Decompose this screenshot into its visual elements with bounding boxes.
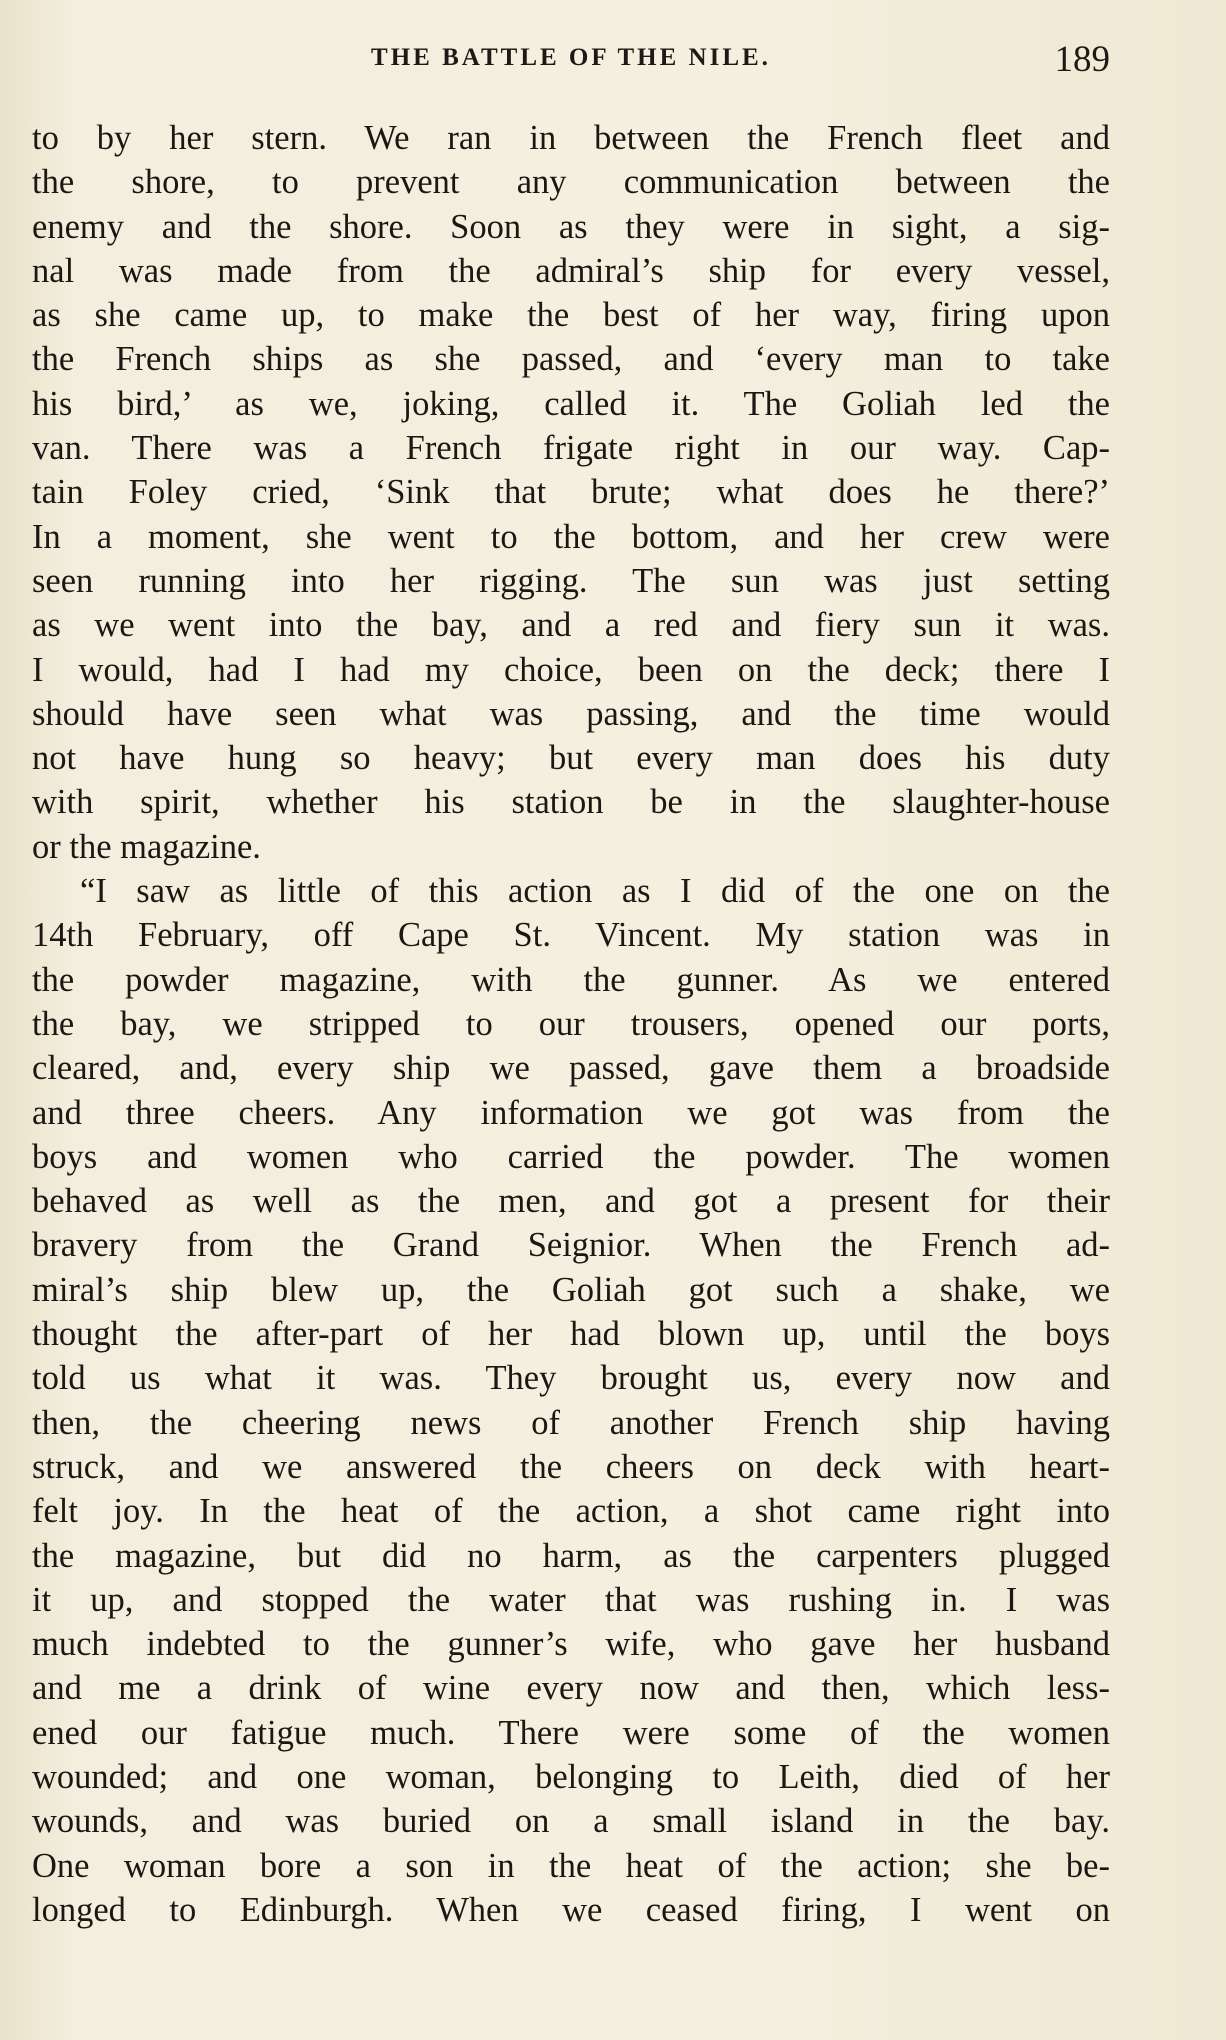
text-line: seen running into her rigging. The sun was just setting bbox=[32, 561, 1110, 600]
text-line: enemy and the shore. Soon as they were in sight, a sig- bbox=[32, 207, 1110, 246]
text-line: as she came up, to make the best of her way, firing upon bbox=[32, 296, 1110, 335]
text-line: as we went into the bay, and a red and fiery sun it was. bbox=[32, 606, 1110, 645]
text-line: his bird,’ as we, joking, called it. The Goliah led the bbox=[32, 384, 1110, 423]
text-line: the powder magazine, with the gunner. As we entered bbox=[32, 960, 1110, 999]
text-line: longed to Edinburgh. When we ceased firing, I went on bbox=[32, 1890, 1110, 1929]
text-line: told us what it was. They brought us, every now and bbox=[32, 1359, 1110, 1398]
text-line: tain Foley cried, ‘Sink that brute; what does he there?’ bbox=[32, 473, 1110, 512]
text-line: 14th February, off Cape St. Vincent. My station was in bbox=[32, 916, 1110, 955]
text-line: felt joy. In the heat of the action, a shot came right into bbox=[32, 1492, 1110, 1531]
text-line: boys and women who carried the powder. The women bbox=[32, 1137, 1110, 1176]
text-line: the bay, we stripped to our trousers, opened our ports, bbox=[32, 1004, 1110, 1043]
text-line: the magazine, but did no harm, as the carpenters plugged bbox=[32, 1536, 1110, 1575]
text-line: or the magazine. bbox=[32, 827, 261, 866]
text-line: In a moment, she went to the bottom, and her crew were bbox=[32, 517, 1110, 556]
text-line: thought the after-part of her had blown up, until the boys bbox=[32, 1315, 1110, 1354]
body-text bbox=[32, 116, 1110, 1932]
text-line: with spirit, whether his station be in the slaughter-house bbox=[32, 783, 1110, 822]
text-line: miral’s ship blew up, the Goliah got such a shake, we bbox=[32, 1270, 1110, 1309]
text-line: not have hung so heavy; but every man does his duty bbox=[32, 739, 1110, 778]
text-line: nal was made from the admiral’s ship for every vessel, bbox=[32, 251, 1110, 290]
text-line: cleared, and, every ship we passed, gave them a broadside bbox=[32, 1049, 1110, 1088]
text-line: should have seen what was passing, and the time would bbox=[32, 694, 1110, 733]
text-line: much indebted to the gunner’s wife, who gave her husband bbox=[32, 1625, 1110, 1664]
text-line: I would, had I had my choice, been on the deck; there I bbox=[32, 650, 1110, 689]
text-line: “I saw as little of this action as I did of the one on the bbox=[80, 872, 1110, 911]
text-line: then, the cheering news of another French ship having bbox=[32, 1403, 1110, 1442]
text-line: One woman bore a son in the heat of the action; she be- bbox=[32, 1846, 1110, 1885]
text-line: wounds, and was buried on a small island in the bay. bbox=[32, 1802, 1110, 1841]
text-line: the shore, to prevent any communication between the bbox=[32, 163, 1110, 202]
running-title: THE BATTLE OF THE NILE. bbox=[371, 44, 771, 71]
text-line: ened our fatigue much. There were some of the women bbox=[32, 1713, 1110, 1752]
page-number: 189 bbox=[1054, 39, 1110, 80]
text-line: and me a drink of wine every now and then, which less- bbox=[32, 1669, 1110, 1708]
text-line: the French ships as she passed, and ‘every man to take bbox=[32, 340, 1110, 379]
text-line: struck, and we answered the cheers on deck with heart- bbox=[32, 1447, 1110, 1486]
text-line: van. There was a French frigate right in our way. Cap- bbox=[32, 429, 1110, 468]
running-head bbox=[32, 38, 1110, 78]
text-line: and three cheers. Any information we got was from the bbox=[32, 1093, 1110, 1132]
text-line: wounded; and one woman, belonging to Leith, died of her bbox=[32, 1757, 1110, 1796]
text-line: it up, and stopped the water that was rushing in. I was bbox=[32, 1580, 1110, 1619]
text-line: to by her stern. We ran in between the French fleet and bbox=[32, 119, 1110, 157]
text-line: behaved as well as the men, and got a present for their bbox=[32, 1182, 1110, 1221]
text-line: bravery from the Grand Seignior. When the French ad- bbox=[32, 1226, 1110, 1265]
